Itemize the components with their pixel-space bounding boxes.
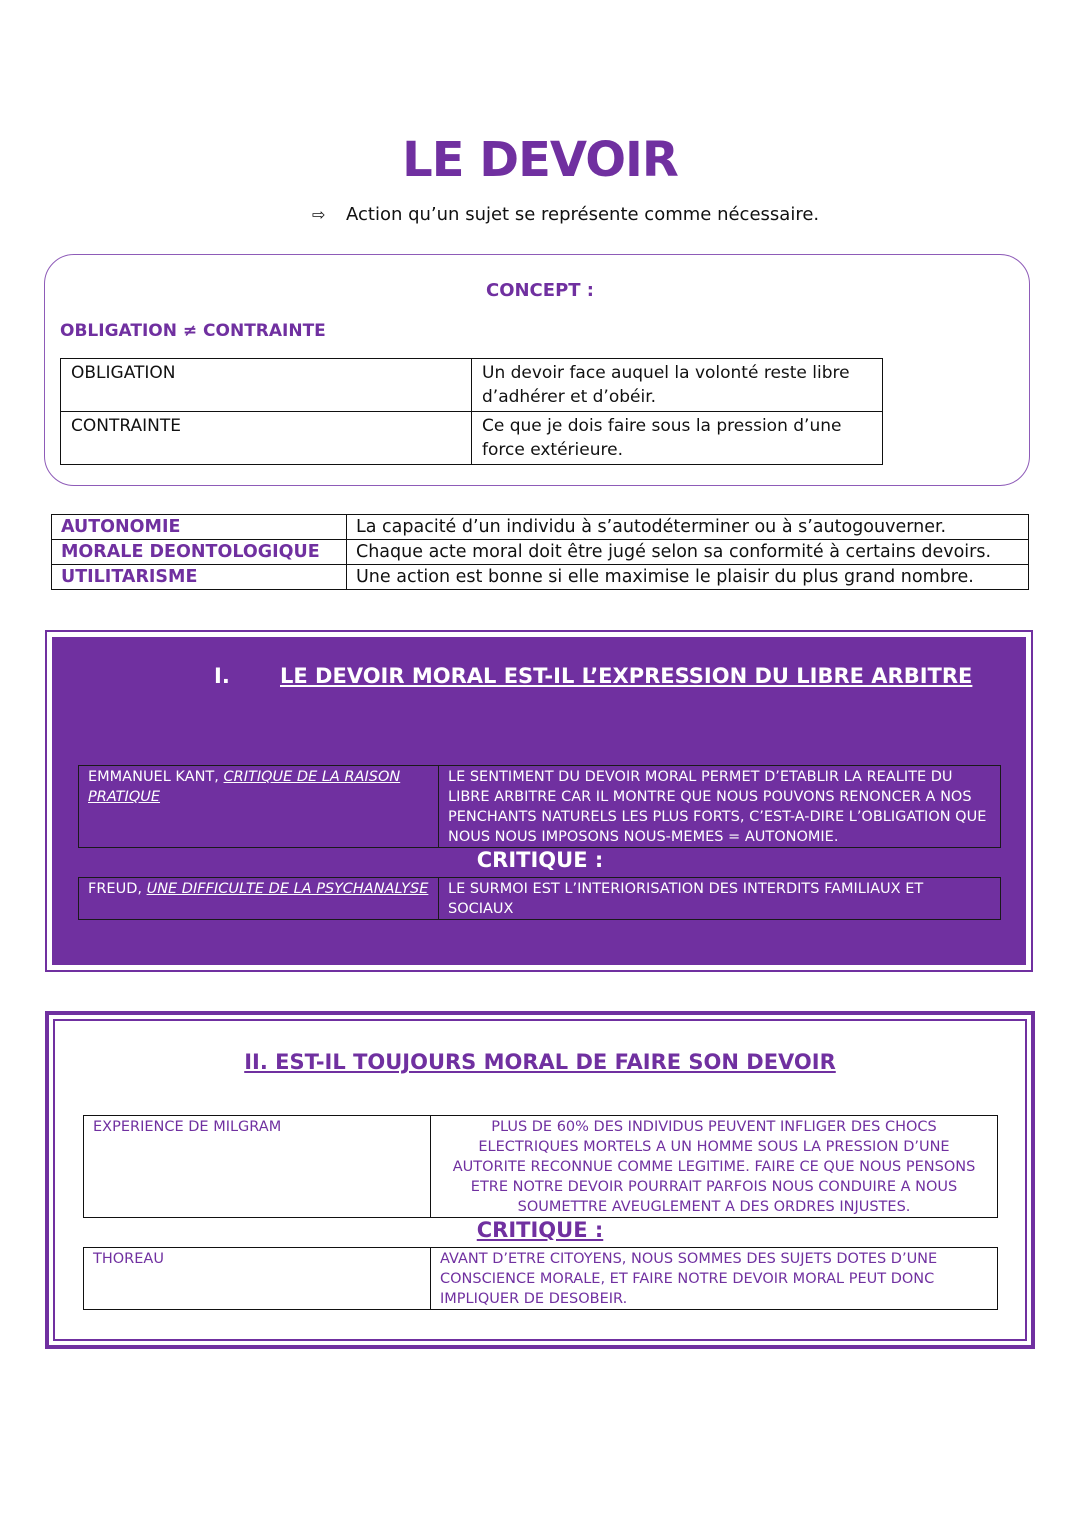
concept-term: CONTRAINTE — [61, 412, 472, 465]
arrow-right-icon: ⇨ — [312, 205, 326, 224]
argument-source: EXPERIENCE DE MILGRAM — [84, 1116, 431, 1218]
table-row — [52, 565, 1029, 590]
concept-definition: Un devoir face auquel la volonté reste libre d’adhérer et d’obéir. — [472, 359, 883, 412]
definitions-table — [51, 514, 1029, 590]
argument-text: LE SENTIMENT DU DEVOIR MORAL PERMET D’ETABLIR LA REALITE DU LIBRE ARBITRE CAR IL MONTRE QUE NOUS POUVONS RENONCER A NOS PENCHANTS NATURELS LES PLUS FORTS, C’EST-A-DIRE L’OBLIGATION QUE NOUS NOUS IMPOSONS NOUS-MEMES = AUTONOMIE. — [439, 766, 1001, 848]
table-row — [52, 515, 1029, 540]
critique-text: AVANT D’ETRE CITOYENS, NOUS SOMMES DES SUJETS DOTES D’UNE CONSCIENCE MORALE, ET FAIRE NOTRE DEVOIR MORAL PEUT DONC IMPLIQUER DE DESOBEIR. — [431, 1248, 998, 1310]
section-1-critique-label: CRITIQUE : — [476, 848, 604, 872]
section-1-title: LE DEVOIR MORAL EST-IL L’EXPRESSION DU LIBRE ARBITRE — [280, 664, 973, 688]
definition-term: AUTONOMIE — [52, 515, 347, 540]
section-1-number: I. — [214, 664, 230, 688]
critique-work: UNE DIFFICULTE DE LA PSYCHANALYSE — [146, 881, 429, 897]
concept-subheading: OBLIGATION ≠ CONTRAINTE — [60, 321, 326, 341]
critique-source — [79, 878, 439, 920]
definition-text: La capacité d’un individu à s’autodéterminer ou à s’autogouverner. — [347, 515, 1029, 540]
section-2-heading: II. EST-IL TOUJOURS MORAL DE FAIRE SON DEVOIR — [244, 1050, 836, 1074]
section-2-argument-table — [83, 1115, 998, 1218]
argument-source — [79, 766, 439, 848]
section-2-critique-table — [83, 1247, 998, 1310]
argument-author: EMMANUEL KANT, — [88, 769, 224, 785]
title-definition — [312, 204, 819, 225]
section-1-heading — [214, 664, 972, 688]
definition-text: Une action est bonne si elle maximise le plaisir du plus grand nombre. — [347, 565, 1029, 590]
table-row — [79, 766, 1001, 848]
concept-term: OBLIGATION — [61, 359, 472, 412]
table-row — [61, 359, 883, 412]
critique-text: LE SURMOI EST L’INTERIORISATION DES INTERDITS FAMILIAUX ET SOCIAUX — [439, 878, 1001, 920]
table-row — [79, 878, 1001, 920]
section-1-argument-table — [78, 765, 1001, 848]
concept-definition: Ce que je dois faire sous la pression d’une force extérieure. — [472, 412, 883, 465]
table-row — [52, 540, 1029, 565]
concept-table — [60, 358, 883, 465]
critique-source: THOREAU — [84, 1248, 431, 1310]
page-title: LE DEVOIR — [402, 132, 678, 188]
argument-work: CRITIQUE DE LA RAISON PRATIQUE — [88, 769, 401, 805]
definition-text: Action qu’un sujet se représente comme nécessaire. — [346, 204, 820, 225]
definition-term: UTILITARISME — [52, 565, 347, 590]
table-row — [84, 1248, 998, 1310]
table-row — [84, 1116, 998, 1218]
section-1-critique-table — [78, 877, 1001, 920]
critique-author: FREUD, — [88, 881, 147, 897]
argument-text: PLUS DE 60% DES INDIVIDUS PEUVENT INFLIGER DES CHOCS ELECTRIQUES MORTELS A UN HOMME SOUS LA PRESSION D’UNE AUTORITE RECONNUE COMME LEGITIME. FAIRE CE QUE NOUS PENSONS ETRE NOTRE DEVOIR POURRAIT PARFOIS NOUS CONDUIRE A NOUS SOUMETTRE AVEUGLEMENT A DES ORDRES INJUSTES. — [431, 1116, 998, 1218]
definition-text: Chaque acte moral doit être jugé selon sa conformité à certains devoirs. — [347, 540, 1029, 565]
section-2-critique-label: CRITIQUE : — [476, 1218, 604, 1242]
table-row — [61, 412, 883, 465]
definition-term: MORALE DEONTOLOGIQUE — [52, 540, 347, 565]
concept-heading: CONCEPT : — [485, 280, 595, 301]
